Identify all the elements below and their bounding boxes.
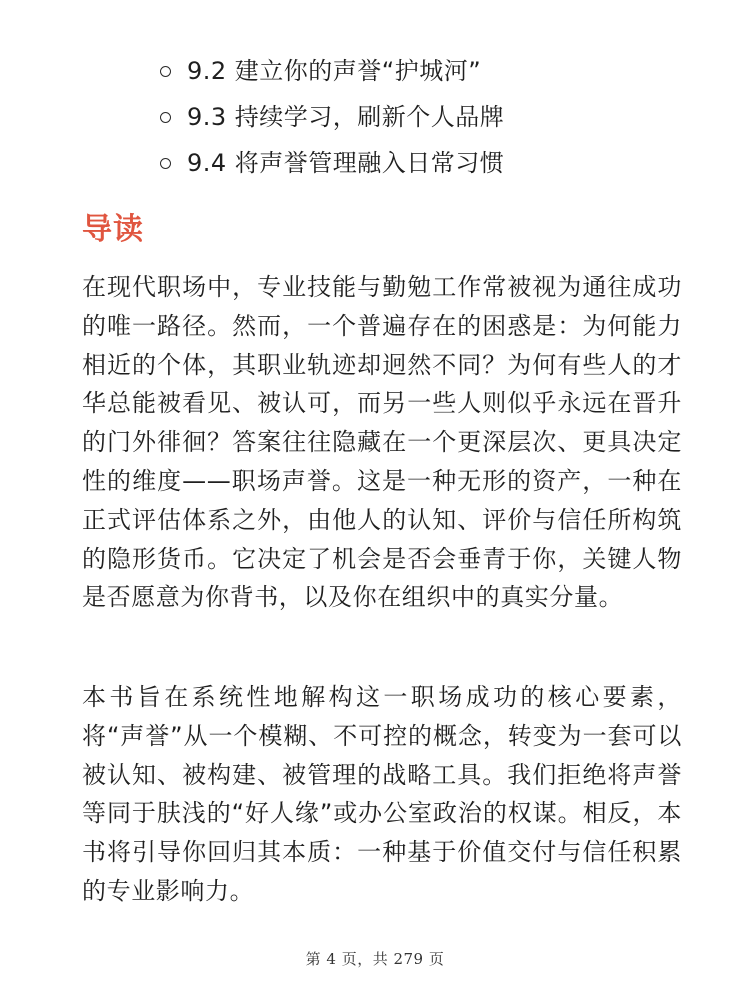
toc-item-label[interactable]: 9.4 将声誉管理融入日常习惯 [187, 149, 505, 177]
table-of-contents [160, 48, 504, 186]
body-paragraph: 本书旨在系统性地解构这一职场成功的核心要素，将“声誉”从一个模糊、不可控的概念，转变为一套可以被认知、被构建、被管理的战略工具。我们拒绝将声誉等同于肤浅的“好人缘”或办公室政治的权谋。相反，本书将引导你回归其本质：一种基于价值交付与信任积累的专业影响力。 [82, 683, 682, 905]
circle-bullet-icon [160, 158, 171, 169]
toc-item[interactable] [160, 94, 504, 140]
toc-item[interactable] [160, 48, 504, 94]
toc-item-label[interactable]: 9.2 建立你的声誉“护城河” [187, 57, 482, 85]
toc-item-label[interactable]: 9.3 持续学习，刷新个人品牌 [187, 103, 505, 131]
body-paragraph: 在现代职场中，专业技能与勤勉工作常被视为通往成功的唯一路径。然而，一个普遍存在的困惑是：为何能力相近的个体，其职业轨迹却迥然不同？为何有些人的才华总能被看见、被认可，而另一些人则似乎永远在晋升的门外徘徊？答案往往隐藏在一个更深层次、更具决定性的维度——职场声誉。这是一种无形的资产，一种在正式评估体系之外，由他人的认知、评价与信任所构筑的隐形货币。它决定了机会是否会垂青于你，关键人物是否愿意为你背书，以及你在组织中的真实分量。 [82, 273, 682, 612]
page-number: 第 4 页，共 279 页 [305, 950, 445, 968]
circle-bullet-icon [160, 112, 171, 123]
section-heading: 导读 [82, 212, 144, 247]
circle-bullet-icon [160, 66, 171, 77]
toc-item[interactable] [160, 140, 504, 186]
